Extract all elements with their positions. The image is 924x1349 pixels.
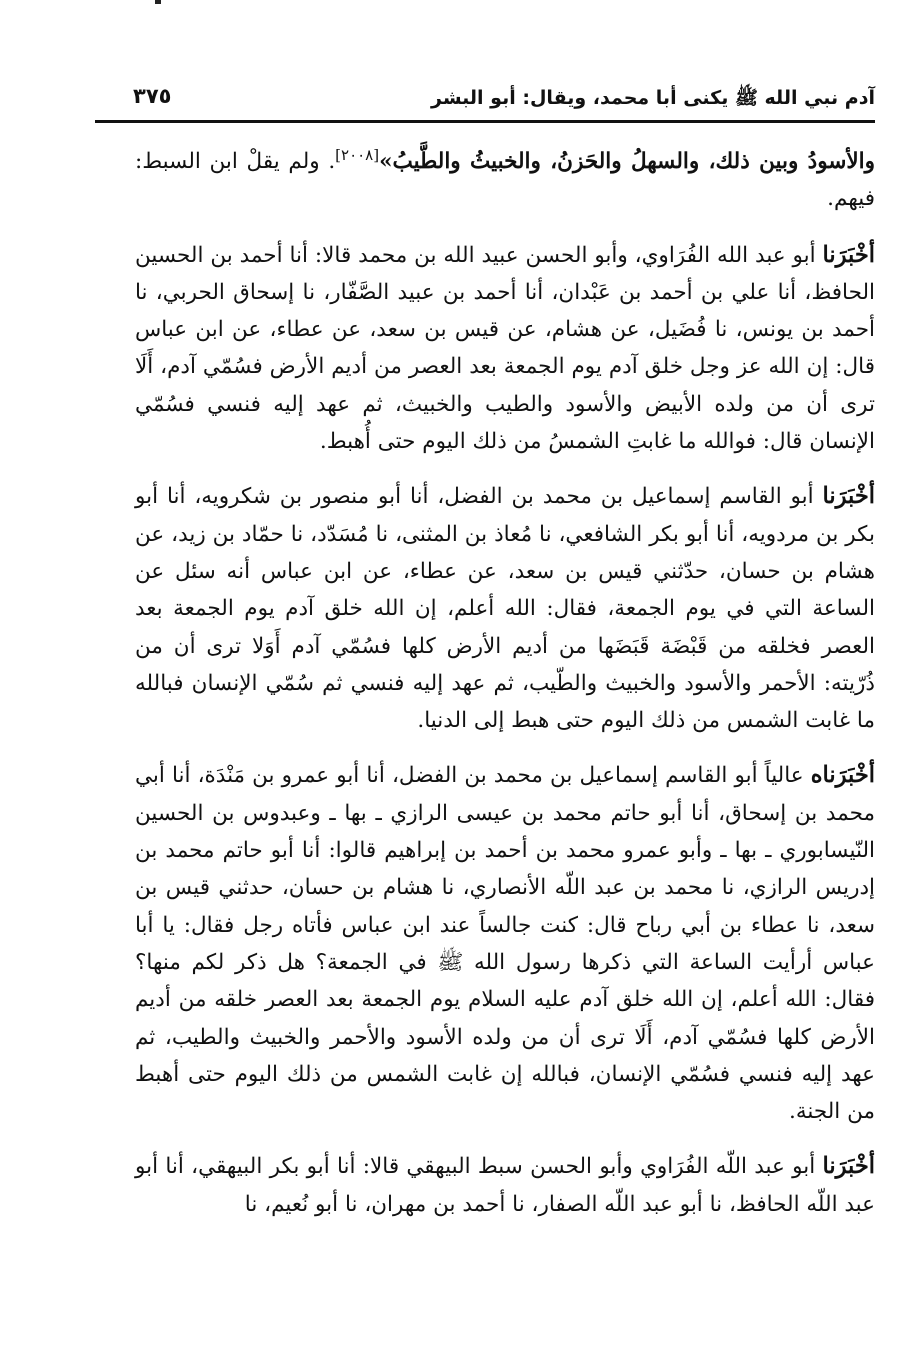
quoted-text: والأسودُ وبين ذلك، والسهلُ والحَزنُ، والخبيثُ والطَّيبُ» (379, 149, 875, 174)
paragraph-lead: أخْبَرَنا (822, 483, 875, 510)
page-number: ٣٧٥ (133, 84, 172, 108)
header-divider (95, 120, 875, 123)
footnote-ref: [٢٠٠٨] (335, 145, 380, 164)
paragraph-text: أبو القاسم إسماعيل بن محمد بن الفضل، أنا أبو منصور بن شكرويه، أنا أبو بكر بن مردويه، أنا أبو بكر الشافعي، نا مُعاذ بن المثنى، نا مُسَدّد، نا حمّاد بن زيد، عن هشام بن حسان، حدّثني قيس بن سعد، عن عطاء، عن ابن عباس أنه سئل عن الساعة التي في يوم الجمعة، فقال: الله أعلم، إن الله خلق آدم يوم الجمعة بعد العصر فخلقه من قَبْضَة قَبَضَها من أديم الأرض كلها فسُمّي آدم أَوَلا ترى أن من ذُرّيته: الأحمر والأسود والخبيث والطّيب، ثم عهد إليه فنسي ثم سُمّي الإنسان فبالله ما غابت الشمس من ذلك اليوم حتى هبط إلى الدنيا. (135, 484, 875, 734)
paragraph-text: عالياً أبو القاسم إسماعيل بن محمد بن الفضل، أنا أبو عمرو بن مَنْدَة، أنا أبي محمد بن إسحاق، أنا أبو حاتم محمد بن عيسى الرازي ـ بها ـ وعبدوس بن الحسين النّيسابوري ـ بها ـ وأبو عمرو محمد بن أحمد بن إبراهيم قالوا: أنا أبو حاتم محمد بن إدريس الرازي، نا محمد بن عبد اللّه الأنصاري، نا هشام بن حسان، حدثني قيس بن سعد، نا عطاء بن أبي رباح قال: كنت جالساً عند ابن عباس فأتاه رجل فقال: يا أبا عباس أرأيت الساعة التي ذكرها رسول الله ﷺ في الجمعة؟ هل ذكر لكم منها؟ فقال: الله أعلم، إن الله خلق آدم عليه السلام يوم الجمعة بعد العصر خلقه من أديم الأرض كلها فسُمّي آدم، أَلَا ترى أن من ولده الأسود والأحمر والخبيث والطيب، ثم عهد إليه فنسي فسُمّي الإنسان، فبالله إن غابت الشمس من ذلك اليوم حتى أهبط من الجنة. (135, 763, 875, 1125)
paragraph-lead: أخْبَرَنا (822, 241, 875, 268)
paragraph-2 (135, 237, 875, 461)
paragraph-3 (135, 478, 875, 739)
body-text (135, 143, 875, 1241)
paragraph-text: . ولم يقلْ ابن السبط: فيهم. (135, 149, 875, 212)
paragraph-lead: أخْبَرَناه (810, 762, 875, 789)
running-header (95, 82, 875, 116)
paragraph-4 (135, 757, 875, 1130)
paragraph-lead: أخْبَرَنا (822, 1153, 875, 1180)
header-title: آدم نبي الله ﷺ يكنى أبا محمد، ويقال: أبو البشر (431, 87, 875, 109)
paragraph-1 (135, 143, 875, 218)
scan-mark (155, 0, 161, 4)
paragraph-text: أبو عبد الله الفُرَاوي، وأبو الحسن عبيد الله بن محمد قالا: أنا أحمد بن الحسين الحافظ، أنا علي بن أحمد بن عَبْدان، أنا أحمد بن عبيد الصَّفّار، نا إسحاق الحربي، نا أحمد بن يونس، نا فُضَيل، عن هشام، عن قيس بن سعد، عن عطاء، عن ابن عباس قال: إن الله عز وجل خلق آدم يوم الجمعة بعد العصر من أديم الأرض فسُمّي آدم، أَلَا ترى أن من ولده الأبيض والأسود والطيب والخبيث، ثم عهد إليه فنسي فسُمّي الإنسان قال: فوالله ما غابتِ الشمسُ من ذلك اليوم حتى أُهبط. (135, 242, 875, 455)
paragraph-text: أبو عبد اللّه الفُرَاوي وأبو الحسن سبط البيهقي قالا: أنا أبو بكر البيهقي، أنا أبو عبد اللّه الحافظ، نا أبو عبد اللّه الصفار، نا أحمد بن مهران، نا أبو نُعيم، نا (135, 1154, 875, 1217)
paragraph-5 (135, 1148, 875, 1223)
